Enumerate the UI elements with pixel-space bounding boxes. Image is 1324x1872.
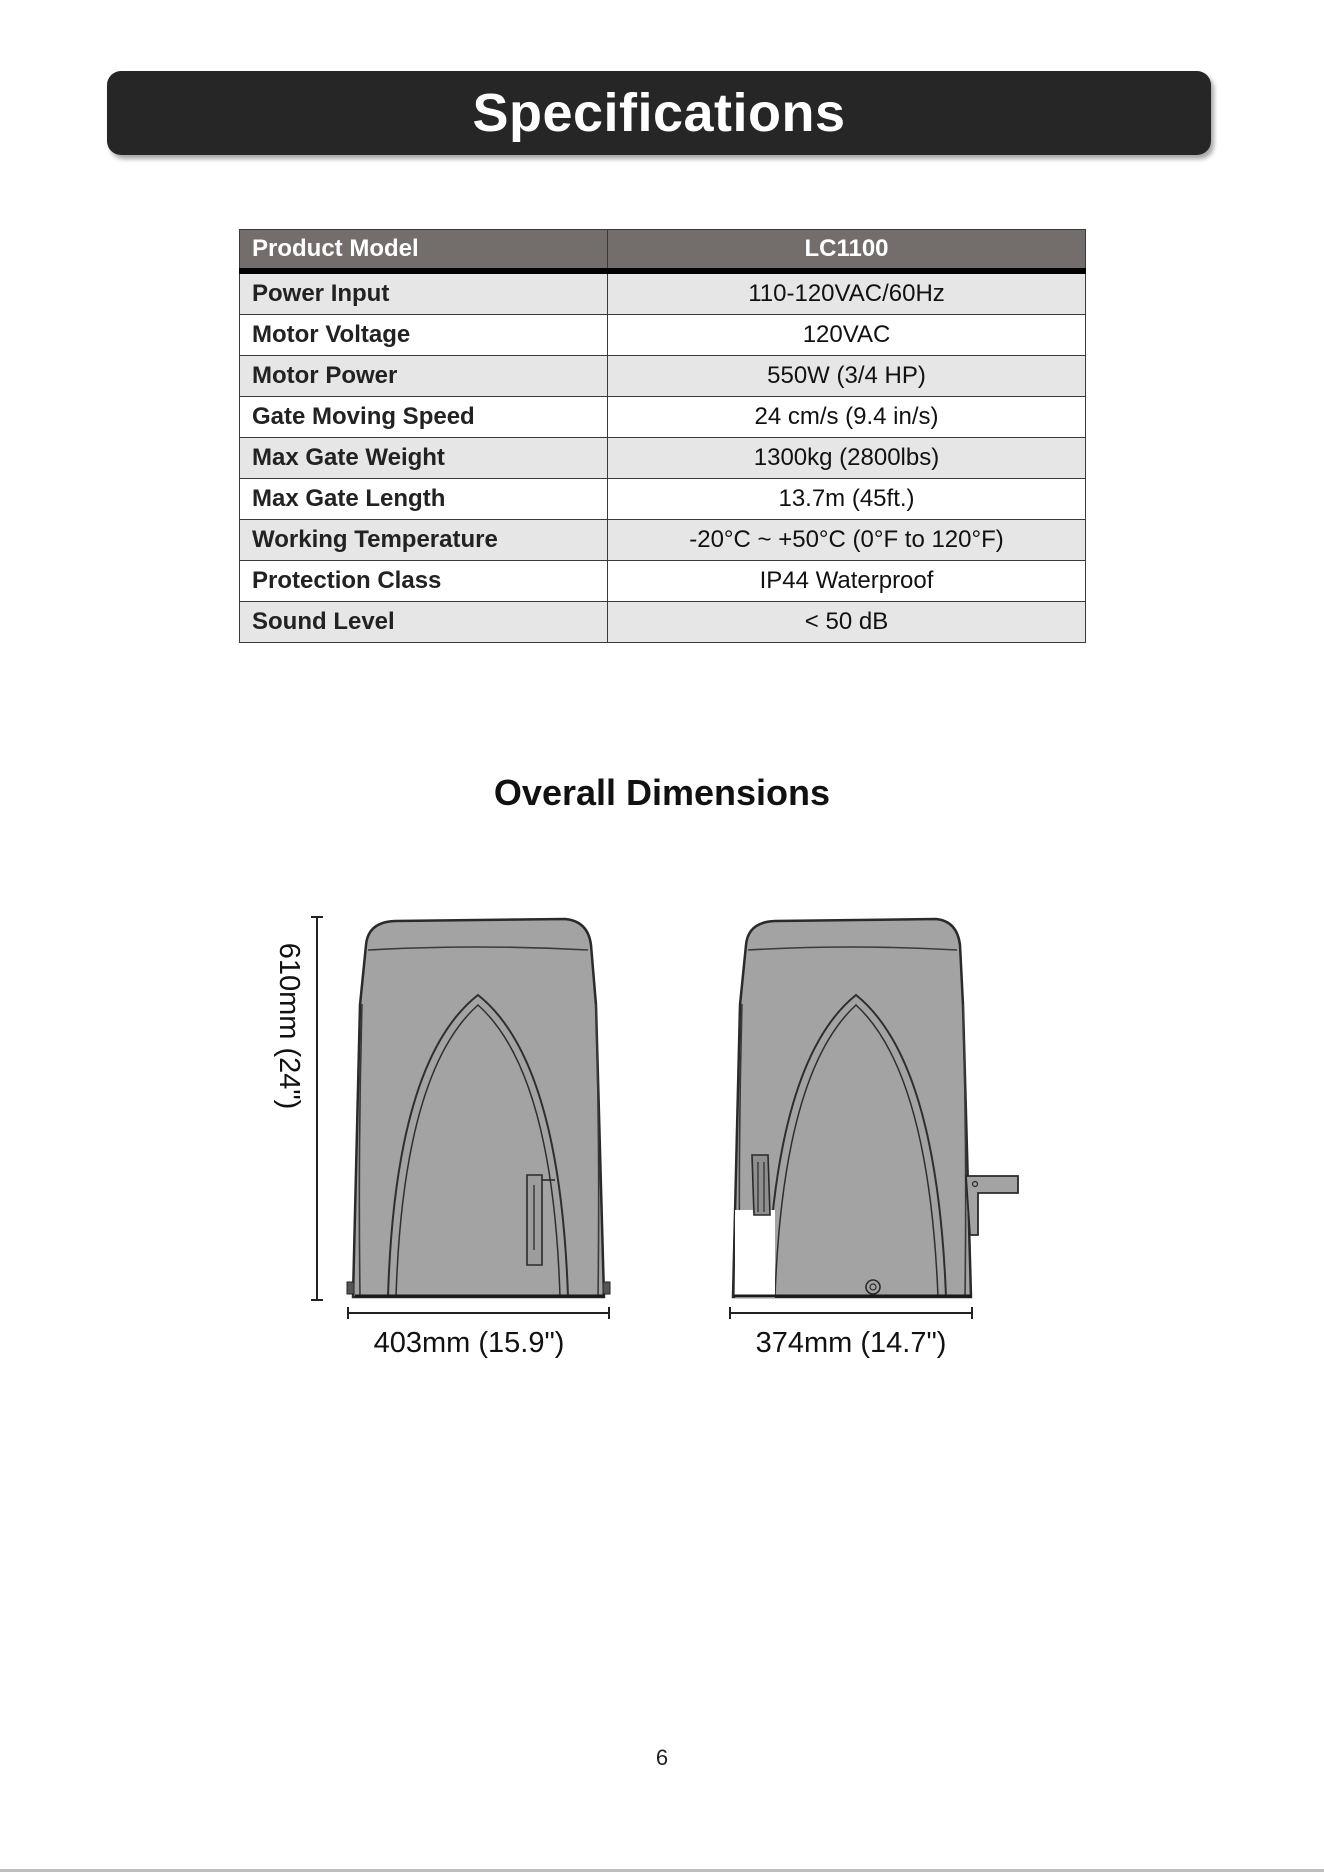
row-label: Max Gate Length: [240, 479, 608, 520]
row-value: 1300kg (2800lbs): [608, 438, 1086, 479]
height-dimension-line: [311, 917, 323, 1300]
row-value: IP44 Waterproof: [608, 561, 1086, 602]
side-width-label: 374mm (14.7"): [755, 1327, 947, 1359]
row-label: Motor Voltage: [240, 315, 608, 356]
row-value: 110-120VAC/60Hz: [608, 271, 1086, 315]
row-value: 550W (3/4 HP): [608, 356, 1086, 397]
row-value: 24 cm/s (9.4 in/s): [608, 397, 1086, 438]
front-width-dimension-line: [348, 1307, 609, 1319]
side-view-illustration: [733, 919, 1018, 1298]
front-width-label: 403mm (15.9"): [373, 1327, 565, 1359]
row-label: Power Input: [240, 271, 608, 315]
row-value: -20°C ~ +50°C (0°F to 120°F): [608, 520, 1086, 561]
row-label: Motor Power: [240, 356, 608, 397]
page-title: Specifications: [472, 83, 846, 143]
row-label: Max Gate Weight: [240, 438, 608, 479]
header-value: LC1100: [608, 230, 1086, 272]
header-label: Product Model: [240, 230, 608, 272]
page-number: 6: [655, 1745, 669, 1770]
row-label: Gate Moving Speed: [240, 397, 608, 438]
front-view-illustration: [347, 919, 610, 1297]
row-value: 13.7m (45ft.): [608, 479, 1086, 520]
dimensions-title: Overall Dimensions: [493, 772, 831, 813]
row-value: < 50 dB: [608, 602, 1086, 643]
row-label: Working Temperature: [240, 520, 608, 561]
row-label: Sound Level: [240, 602, 608, 643]
side-width-dimension-line: [730, 1307, 972, 1319]
row-value: 120VAC: [608, 315, 1086, 356]
height-dimension-label: 610mm (24"): [273, 942, 305, 1110]
row-label: Protection Class: [240, 561, 608, 602]
